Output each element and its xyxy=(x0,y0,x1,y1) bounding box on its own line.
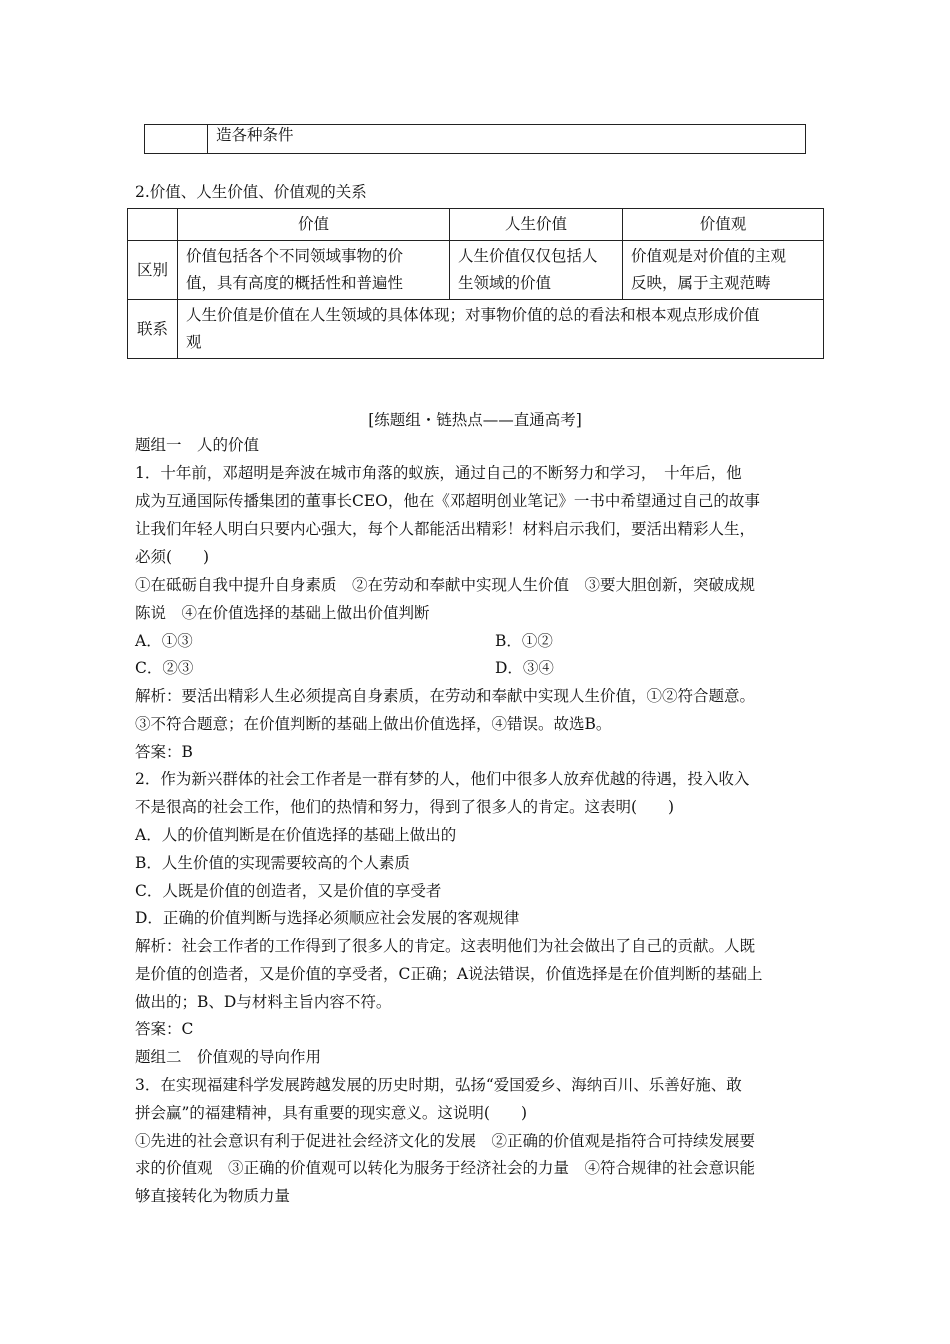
option-a: A．①③ xyxy=(135,632,193,650)
analysis-line: 解析：社会工作者的工作得到了很多人的肯定。这表明他们为社会做出了自己的贡献。人既 xyxy=(135,937,756,955)
question-line: 陈说 ④在价值选择的基础上做出价值判断 xyxy=(135,604,430,622)
question-line: 必须( ) xyxy=(135,548,210,566)
cell-line: 值，具有高度的概括性和普遍性 xyxy=(186,274,404,292)
option-b: B．①② xyxy=(495,632,553,650)
corner-cell xyxy=(128,209,178,241)
group-title: 题组一 人的价值 xyxy=(135,436,260,454)
question-line: 1．十年前，邓超明是奔波在城市角落的蚁族，通过自己的不断努力和学习， 十年后，他 xyxy=(135,464,742,482)
analysis-line: 解析：要活出精彩人生必须提高自身素质，在劳动和奉献中实现人生价值，①②符合题意。 xyxy=(135,687,756,705)
answer: 答案：C xyxy=(135,1020,194,1038)
table-cell xyxy=(178,300,824,359)
option-c: C．人既是价值的创造者，又是价值的享受者 xyxy=(135,882,442,900)
section-title: 2.价值、人生价值、价值观的关系 xyxy=(135,183,367,201)
cell-line: 生领域的价值 xyxy=(458,274,552,292)
column-header: 人生价值 xyxy=(450,209,623,241)
top-table-fragment xyxy=(144,124,806,154)
cell-line: 反映，属于主观范畴 xyxy=(631,274,771,292)
empty-cell xyxy=(145,125,208,154)
question-line: 让我们年轻人明白只要内心强大，每个人都能活出精彩！材料启示我们，要活出精彩人生， xyxy=(135,520,756,538)
question-line: ①在砥砺自我中提升自身素质 ②在劳动和奉献中实现人生价值 ③要大胆创新，突破成规 xyxy=(135,576,756,594)
analysis-line: 做出的；B、D与材料主旨内容不符。 xyxy=(135,993,392,1011)
option-a: A．人的价值判断是在价值选择的基础上做出的 xyxy=(135,826,457,844)
question-line: 拼会赢”的福建精神，具有重要的现实意义。这说明( ) xyxy=(135,1104,528,1122)
cell-line: 人生价值仅仅包括人 xyxy=(458,247,598,265)
analysis-line: ③不符合题意；在价值判断的基础上做出价值选择，④错误。故选B。 xyxy=(135,715,612,733)
column-header: 价值 xyxy=(178,209,450,241)
option-c: C．②③ xyxy=(135,659,194,677)
row-label: 区别 xyxy=(128,241,178,300)
option-b: B．人生价值的实现需要较高的个人素质 xyxy=(135,854,410,872)
question-line: 成为互通国际传播集团的董事长CEO，他在《邓超明创业笔记》一书中希望通过自己的故事 xyxy=(135,492,760,510)
row-label: 联系 xyxy=(128,300,178,359)
option-d: D．③④ xyxy=(495,659,554,677)
question-line: 3．在实现福建科学发展跨越发展的历史时期，弘扬“爱国爱乡、海纳百川、乐善好施、敢 xyxy=(135,1076,742,1094)
cell-line: 人生价值是价值在人生领域的具体体现；对事物价值的总的看法和根本观点形成价值 xyxy=(186,306,760,324)
relation-table xyxy=(127,208,824,359)
table-cell xyxy=(450,241,623,300)
question-line: ①先进的社会意识有利于促进社会经济文化的发展 ②正确的价值观是指符合可持续发展要 xyxy=(135,1132,756,1150)
cell-line: 价值包括各个不同领域事物的价 xyxy=(186,247,404,265)
column-header: 价值观 xyxy=(623,209,824,241)
table-cell: 造各种条件 xyxy=(208,125,806,154)
cell-line: 价值观是对价值的主观 xyxy=(631,247,787,265)
question-line: 够直接转化为物质力量 xyxy=(135,1187,291,1205)
table-cell xyxy=(623,241,824,300)
cell-line: 观 xyxy=(186,333,202,351)
question-line: 2．作为新兴群体的社会工作者是一群有梦的人，他们中很多人放弃优越的待遇，投入收入 xyxy=(135,770,750,788)
question-line: 不是很高的社会工作，他们的热情和努力，得到了很多人的肯定。这表明( ) xyxy=(135,798,675,816)
option-d: D．正确的价值判断与选择必须顺应社会发展的客观规律 xyxy=(135,909,520,927)
question-line: 求的价值观 ③正确的价值观可以转化为服务于经济社会的力量 ④符合规律的社会意识能 xyxy=(135,1159,756,1177)
practice-heading: [练题组・链热点——直通高考] xyxy=(368,411,582,429)
group-title: 题组二 价值观的导向作用 xyxy=(135,1048,322,1066)
answer: 答案：B xyxy=(135,743,193,761)
table-cell xyxy=(178,241,450,300)
analysis-line: 是价值的创造者，又是价值的享受者，C正确；A说法错误，价值选择是在价值判断的基础上 xyxy=(135,965,763,983)
